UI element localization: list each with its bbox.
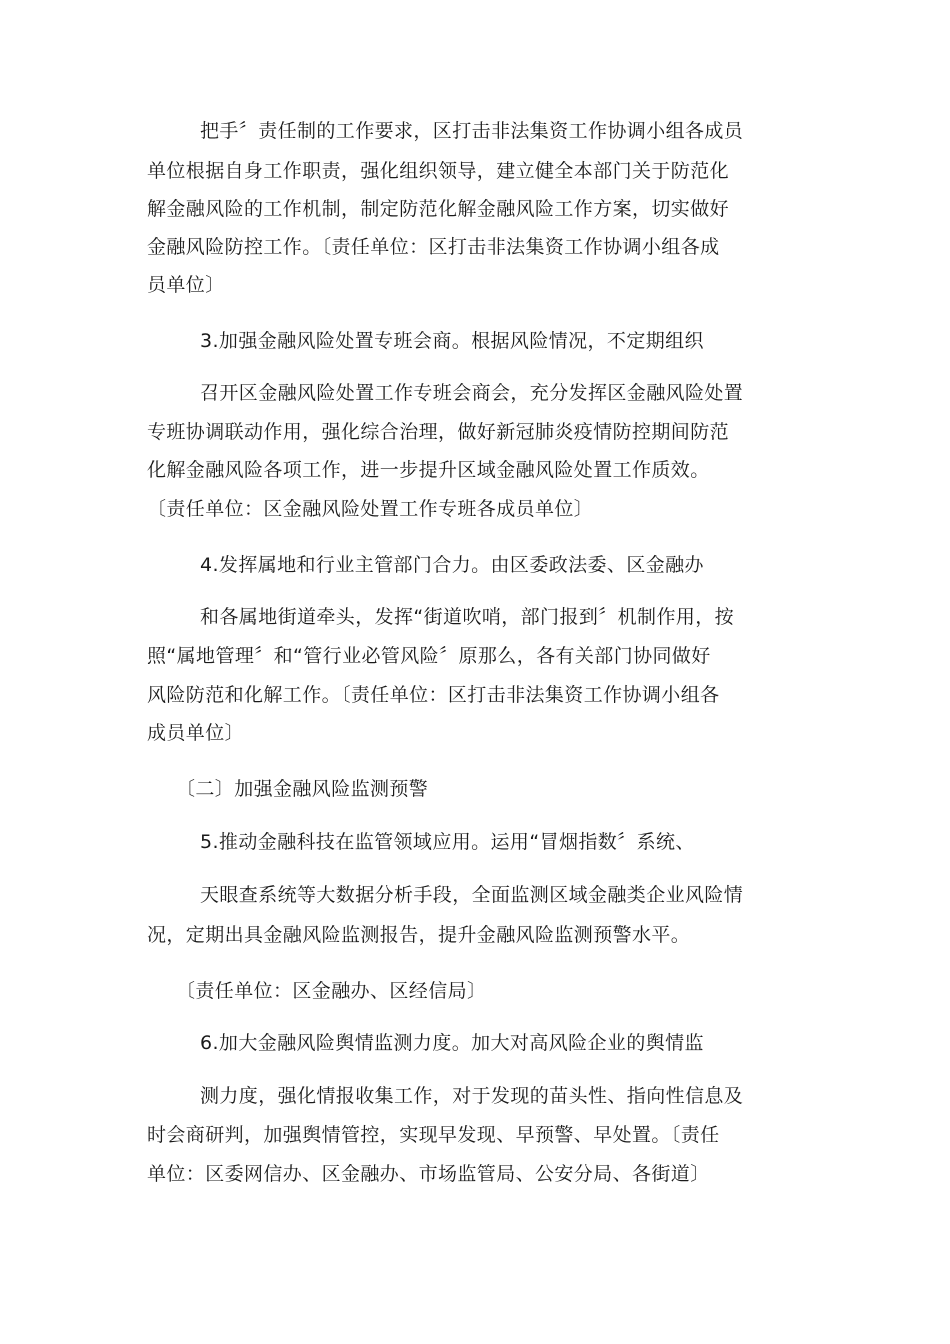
item-6-heading: 6.加大金融风险舆情监测力度。加大对高风险企业的舆情监	[200, 1032, 704, 1054]
paragraph-1-line-2: 单位根据自身工作职责，强化组织领导，建立健全本部门关于防范化	[147, 160, 730, 182]
item-3-heading: 3.加强金融风险处置专班会商。根据风险情况，不定期组织	[200, 330, 704, 352]
paragraph-3-line-1: 召开区金融风险处置工作专班会商会，充分发挥区金融风险处置	[200, 382, 744, 404]
paragraph-1-line-5: 员单位〕	[147, 274, 225, 296]
paragraph-11-line-3: 单位：区委网信办、区金融办、市场监管局、公安分局、各街道〕	[147, 1163, 710, 1185]
paragraph-5-line-4: 成员单位〕	[147, 722, 245, 744]
paragraph-11-line-2: 时会商研判，加强舆情管控，实现早发现、早预警、早处置。〔责任	[147, 1124, 720, 1146]
paragraph-8-line-2: 况，定期出具金融风险监测报告，提升金融风险监测预警水平。	[147, 924, 691, 946]
paragraph-3-line-4: 〔责任单位：区金融风险处置工作专班各成员单位〕	[147, 498, 594, 520]
paragraph-1-line-1: 把手〞责任制的工作要求，区打击非法集资工作协调小组各成员	[200, 120, 744, 142]
paragraph-5-line-3: 风险防范和化解工作。〔责任单位：区打击非法集资工作协调小组各	[147, 684, 720, 706]
paragraph-1-line-3: 解金融风险的工作机制，制定防范化解金融风险工作方案，切实做好	[147, 198, 730, 220]
paragraph-3-line-2: 专班协调联动作用，强化综合治理，做好新冠肺炎疫情防控期间防范	[147, 421, 730, 443]
paragraph-3-line-3: 化解金融风险各项工作，进一步提升区域金融风险处置工作质效。	[147, 459, 710, 481]
item-4-heading: 4.发挥属地和行业主管部门合力。由区委政法委、区金融办	[200, 554, 704, 576]
item-5-heading: 5.推动金融科技在监管领域应用。运用“冒烟指数〞系统、	[200, 831, 695, 853]
paragraph-5-line-1: 和各属地街道牵头，发挥“街道吹哨，部门报到〞机制作用，按	[200, 606, 735, 628]
paragraph-8-line-1: 天眼查系统等大数据分析手段，全面监测区域金融类企业风险情	[200, 884, 744, 906]
item-5-responsibility: 〔责任单位：区金融办、区经信局〕	[176, 980, 487, 1002]
section-2-heading: 〔二〕加强金融风险监测预警	[176, 778, 429, 800]
paragraph-1-line-4: 金融风险防控工作。〔责任单位：区打击非法集资工作协调小组各成	[147, 236, 720, 258]
paragraph-5-line-2: 照“属地管理〞和“管行业必管风险〞原那么，各有关部门协同做好	[147, 645, 711, 667]
paragraph-11-line-1: 测力度，强化情报收集工作，对于发现的苗头性、指向性信息及	[200, 1085, 744, 1107]
